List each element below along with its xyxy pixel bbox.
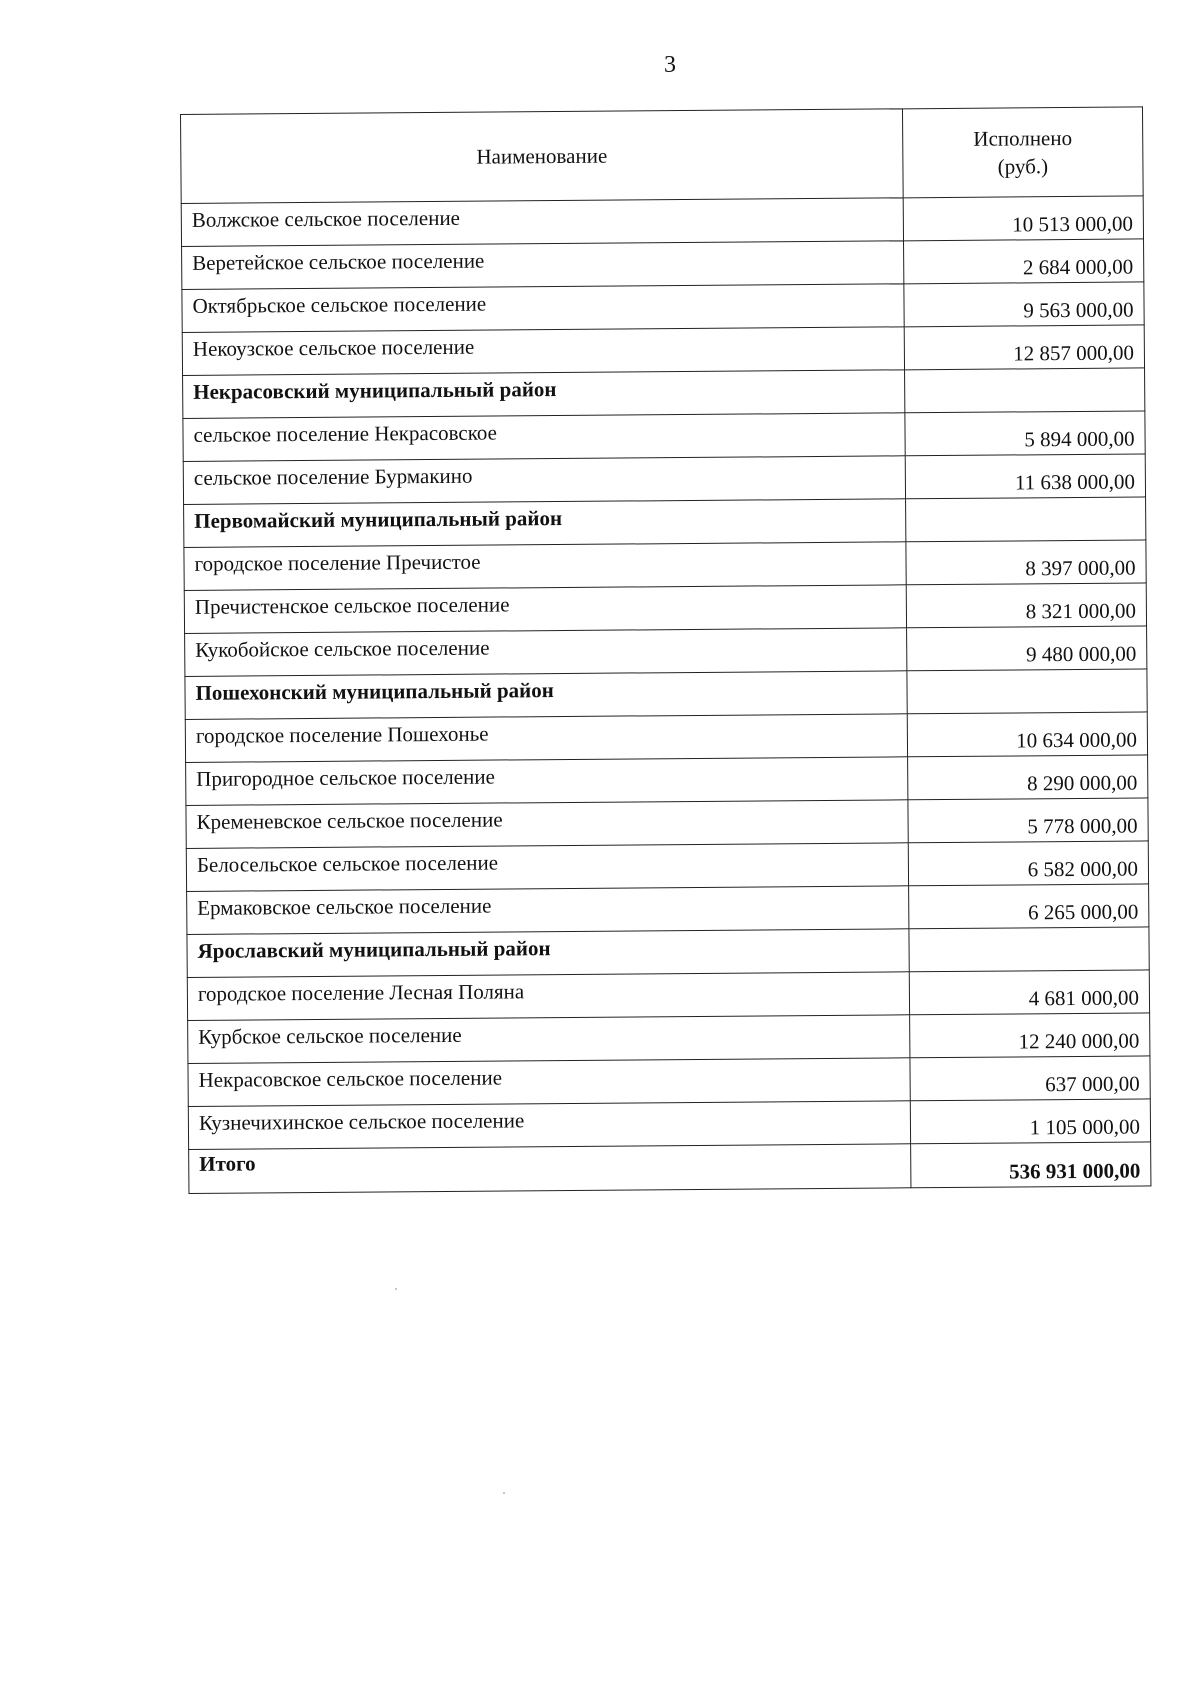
executed-amount: 8 397 000,00 xyxy=(906,540,1146,585)
total-label: Итого xyxy=(189,1144,911,1194)
settlement-name: Белосельское сельское поселение xyxy=(186,843,908,892)
executed-amount xyxy=(907,669,1147,714)
table-row xyxy=(184,583,1146,634)
executed-amount xyxy=(905,368,1145,413)
table-row xyxy=(183,454,1145,505)
executed-amount: 12 240 000,00 xyxy=(910,1013,1150,1058)
executed-amount: 6 265 000,00 xyxy=(909,884,1149,929)
executed-amount: 637 000,00 xyxy=(910,1056,1150,1101)
settlement-name: Пригородное сельское поселение xyxy=(186,757,908,806)
executed-amount: 2 684 000,00 xyxy=(904,239,1144,284)
executed-amount: 9 480 000,00 xyxy=(907,626,1147,671)
settlement-name: сельское поселение Бурмакино xyxy=(183,456,905,505)
table-row xyxy=(185,626,1147,677)
executed-amount: 5 778 000,00 xyxy=(908,798,1148,843)
executed-amount: 8 290 000,00 xyxy=(908,755,1148,800)
table-row xyxy=(186,841,1148,892)
table-row xyxy=(187,884,1149,935)
settlement-name: Пречистенское сельское поселение xyxy=(184,585,906,634)
executed-amount: 10 513 000,00 xyxy=(903,196,1143,241)
table-row xyxy=(184,540,1146,591)
settlement-name: Кукобойское сельское поселение xyxy=(185,628,907,677)
header-value xyxy=(902,107,1143,198)
settlement-name: Ермаковское сельское поселение xyxy=(187,886,909,935)
settlement-name: сельское поселение Некрасовское xyxy=(183,413,905,462)
table-row xyxy=(187,970,1149,1021)
table-body xyxy=(181,196,1150,1150)
district-row xyxy=(183,368,1145,419)
district-name: Ярославский муниципальный район xyxy=(187,929,909,978)
scan-speck xyxy=(395,1288,397,1290)
district-name: Некрасовский муниципальный район xyxy=(183,370,905,419)
table-row xyxy=(182,239,1144,290)
settlement-name: Кузнечихинское сельское поселение xyxy=(188,1101,910,1150)
executed-amount: 6 582 000,00 xyxy=(908,841,1148,886)
settlement-name: городское поселение Пошехонье xyxy=(185,714,907,763)
executed-amount: 1 105 000,00 xyxy=(910,1099,1150,1144)
table-row xyxy=(186,798,1148,849)
table-row xyxy=(188,1099,1150,1150)
settlement-name: городское поселение Лесная Поляна xyxy=(187,972,909,1021)
header-value-line1: Исполнено xyxy=(973,125,1073,151)
settlement-name: Кременевское сельское поселение xyxy=(186,800,908,849)
table-row xyxy=(181,196,1143,247)
table-row xyxy=(185,712,1147,763)
table-row xyxy=(188,1056,1150,1107)
settlement-name: городское поселение Пречистое xyxy=(184,542,906,591)
executed-amount: 10 634 000,00 xyxy=(907,712,1147,757)
budget-table xyxy=(180,106,1151,1194)
header-name: Наименование xyxy=(181,109,904,204)
scan-speck xyxy=(503,1492,505,1494)
district-name: Первомайский муниципальный район xyxy=(184,499,906,548)
header-value-line2: (руб.) xyxy=(997,154,1049,179)
settlement-name: Волжское сельское поселение xyxy=(181,198,903,247)
district-name: Пошехонский муниципальный район xyxy=(185,671,907,720)
table-row xyxy=(186,755,1148,806)
executed-amount xyxy=(909,927,1149,972)
table-row xyxy=(183,411,1145,462)
total-value: 536 931 000,00 xyxy=(911,1142,1151,1188)
settlement-name: Некоузское сельское поселение xyxy=(182,327,904,376)
executed-amount: 5 894 000,00 xyxy=(905,411,1145,456)
settlement-name: Некрасовское сельское поселение xyxy=(188,1058,910,1107)
district-row xyxy=(184,497,1146,548)
table-header-row xyxy=(181,107,1144,204)
executed-amount: 8 321 000,00 xyxy=(906,583,1146,628)
district-row xyxy=(185,669,1147,720)
page-number: 3 xyxy=(664,52,676,78)
settlement-name: Веретейское сельское поселение xyxy=(182,241,904,290)
executed-amount: 9 563 000,00 xyxy=(904,282,1144,327)
table-row xyxy=(182,282,1144,333)
executed-amount: 11 638 000,00 xyxy=(905,454,1145,499)
district-row xyxy=(187,927,1149,978)
table-row xyxy=(188,1013,1150,1064)
executed-amount: 4 681 000,00 xyxy=(909,970,1149,1015)
settlement-name: Октябрьское сельское поселение xyxy=(182,284,904,333)
executed-amount xyxy=(906,497,1146,542)
executed-amount: 12 857 000,00 xyxy=(904,325,1144,370)
total-row xyxy=(189,1142,1151,1194)
settlement-name: Курбское сельское поселение xyxy=(188,1015,910,1064)
table-row xyxy=(182,325,1144,376)
